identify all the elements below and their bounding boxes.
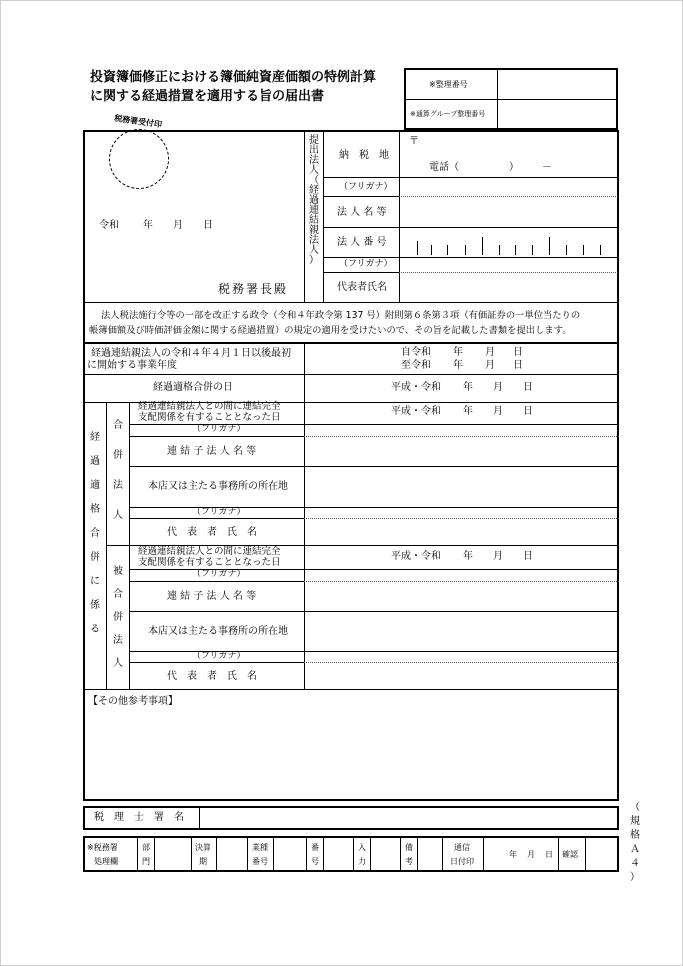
merged-office-label: 本店又は主たる事務所の所在地 xyxy=(148,626,288,637)
merger-date-label: 経過適格合併の日 xyxy=(153,382,233,393)
merged-rep-field[interactable] xyxy=(306,664,617,688)
merging-office-field[interactable] xyxy=(306,468,617,506)
phone-mid: ） xyxy=(509,162,519,173)
office-comm1: 通信 xyxy=(454,843,470,852)
office-dept: 部 門 xyxy=(142,843,150,866)
form-title-line2: に関する経過措置を適用する旨の届出書 xyxy=(90,89,325,104)
fiscal-to-year: 年 xyxy=(453,360,463,371)
fiscal-year-label2: に開始する事業年度 xyxy=(87,360,177,371)
postal-mark: 〒 xyxy=(409,136,419,147)
merging-name-label: 連 結 子 法 人 名 等 xyxy=(167,446,257,457)
merging-furigana-label: （フリガナ） xyxy=(192,424,246,434)
statement-line2: 帳簿価額及び時価評価金額に関する経過措置）の規定の適用を受けたいので、その旨を記載した書類を提出します。 xyxy=(89,325,572,336)
office-industry1: 業種 xyxy=(252,843,268,852)
merging-name-field[interactable] xyxy=(306,438,617,465)
address-label: 納 税 地 xyxy=(339,150,389,161)
merged-relation-era: 平成・令和 xyxy=(391,551,441,562)
notes-field[interactable] xyxy=(85,711,617,799)
merger-date-day: 日 xyxy=(523,382,533,393)
corp-name-field[interactable] xyxy=(401,198,617,226)
merged-rep-label: 代 表 者 氏 名 xyxy=(167,671,257,682)
merging-relation-month: 月 xyxy=(493,406,503,417)
merger-side-label: 経 過 適 格 合 併 に 係 る xyxy=(90,432,100,635)
address-field[interactable] xyxy=(401,132,617,176)
corp-number-label: 法 人 番 号 xyxy=(337,237,387,248)
filer-side-label: 提 出 法 人 （ 経 過 連 結 親 法 人 ） xyxy=(309,135,319,266)
fiscal-from-year: 年 xyxy=(453,347,463,358)
merger-date-year: 年 xyxy=(463,382,473,393)
phone-label: 電話（ xyxy=(429,162,459,173)
office-col1a: ※税務署 xyxy=(87,843,118,852)
corp-number-field[interactable] xyxy=(401,228,617,256)
date-year: 年 xyxy=(143,220,153,231)
office-input: 入 力 xyxy=(358,843,366,866)
merging-relation-label2: 支配関係を有することとなった日 xyxy=(138,412,281,423)
merger-date-era: 平成・令和 xyxy=(391,382,441,393)
fiscal-to-era: 至令和 xyxy=(401,360,431,371)
merging-corp-side-label: 合 併 法 人 xyxy=(113,420,123,521)
paper-size-label: （ 規 格 Ａ ４ ） xyxy=(630,802,640,883)
merger-date-month: 月 xyxy=(493,382,503,393)
fiscal-to-day: 日 xyxy=(513,360,523,371)
representative-label: 代表者氏名 xyxy=(337,282,387,293)
merged-name-label: 連 結 子 法 人 名 等 xyxy=(167,591,257,602)
office-settle1: 決算 xyxy=(195,843,211,852)
fiscal-from-month: 月 xyxy=(485,347,495,358)
date-month: 月 xyxy=(173,220,183,231)
office-date-year: 年 xyxy=(509,850,517,859)
merged-office-field[interactable] xyxy=(306,613,617,650)
corp-name-label: 法 人 名 等 xyxy=(337,207,387,218)
reception-stamp-circle xyxy=(109,129,169,189)
office-date-day: 日 xyxy=(545,850,553,859)
merged-furigana-label: （フリガナ） xyxy=(192,569,246,579)
furigana-label-2: （フリガナ） xyxy=(339,259,393,269)
merging-furigana-label-2: （フリガナ） xyxy=(192,507,246,517)
representative-field[interactable] xyxy=(401,274,617,301)
merger-date-field[interactable] xyxy=(306,376,617,401)
office-comm2: 日付印 xyxy=(450,857,474,866)
fiscal-year-field[interactable] xyxy=(306,344,617,374)
merging-relation-era: 平成・令和 xyxy=(391,406,441,417)
merged-relation-label2: 支配関係を有することとなった日 xyxy=(138,557,281,568)
office-remarks: 備 考 xyxy=(405,843,413,866)
merged-relation-year: 年 xyxy=(463,551,473,562)
office-col1b: 処理欄 xyxy=(94,857,118,866)
merging-relation-year: 年 xyxy=(463,406,473,417)
group-ref-number-label: ※通算グループ整理番号 xyxy=(410,110,486,118)
tax-accountant-label: 税 理 士 署 名 xyxy=(94,812,184,823)
form-title-line1: 投資簿価修正における簿価純資産価額の特例計算 xyxy=(90,70,377,85)
merging-relation-day: 日 xyxy=(523,406,533,417)
ref-number-label: ※整理番号 xyxy=(429,80,468,89)
office-settle2: 期 xyxy=(199,857,207,866)
fiscal-from-era: 自令和 xyxy=(401,347,431,358)
statement-line1: 法人税法施行令等の一部を改正する政令（令和４年政令第 137 号）附則第６条第３項（有価証券の一単位当たりの xyxy=(101,310,581,321)
group-ref-number-field[interactable] xyxy=(499,101,616,128)
tax-accountant-field[interactable] xyxy=(201,808,617,828)
fiscal-year-label1: 経過連結親法人の令和４年４月１日以後最初 xyxy=(91,348,291,359)
stamp-label: 税務署受付印 xyxy=(113,113,163,130)
fiscal-from-day: 日 xyxy=(513,347,523,358)
furigana-label: （フリガナ） xyxy=(339,182,393,192)
ref-number-field[interactable] xyxy=(499,69,616,98)
merged-corp-side-label: 被 合 併 法 人 xyxy=(113,566,123,669)
office-use-row xyxy=(83,836,619,872)
fiscal-to-month: 月 xyxy=(485,360,495,371)
merged-relation-day: 日 xyxy=(523,551,533,562)
office-industry2: 番号 xyxy=(252,857,268,866)
merging-relation-label1: 経過連結親法人との間に連結完全 xyxy=(138,401,281,412)
merging-relation-date-field[interactable] xyxy=(306,403,617,423)
date-day: 日 xyxy=(203,220,213,231)
merged-relation-label1: 経過連結親法人との間に連結完全 xyxy=(138,546,281,557)
merging-rep-field[interactable] xyxy=(306,520,617,544)
merged-relation-month: 月 xyxy=(493,551,503,562)
office-date-month: 月 xyxy=(527,850,535,859)
office-confirm: 確認 xyxy=(562,850,578,859)
merging-office-label: 本店又は主たる事務所の所在地 xyxy=(148,481,288,492)
notes-label: 【その他参考事項】 xyxy=(88,696,178,707)
phone-dash: － xyxy=(542,162,552,173)
merged-furigana-label-2: （フリガナ） xyxy=(192,651,246,661)
date-era: 令和 xyxy=(99,220,119,231)
merged-relation-date-field[interactable] xyxy=(306,547,617,568)
office-num: 番 号 xyxy=(311,843,319,866)
merged-name-field[interactable] xyxy=(306,583,617,610)
merging-rep-label: 代 表 者 氏 名 xyxy=(167,527,257,538)
addressee: 税務署長殿 xyxy=(218,282,289,296)
